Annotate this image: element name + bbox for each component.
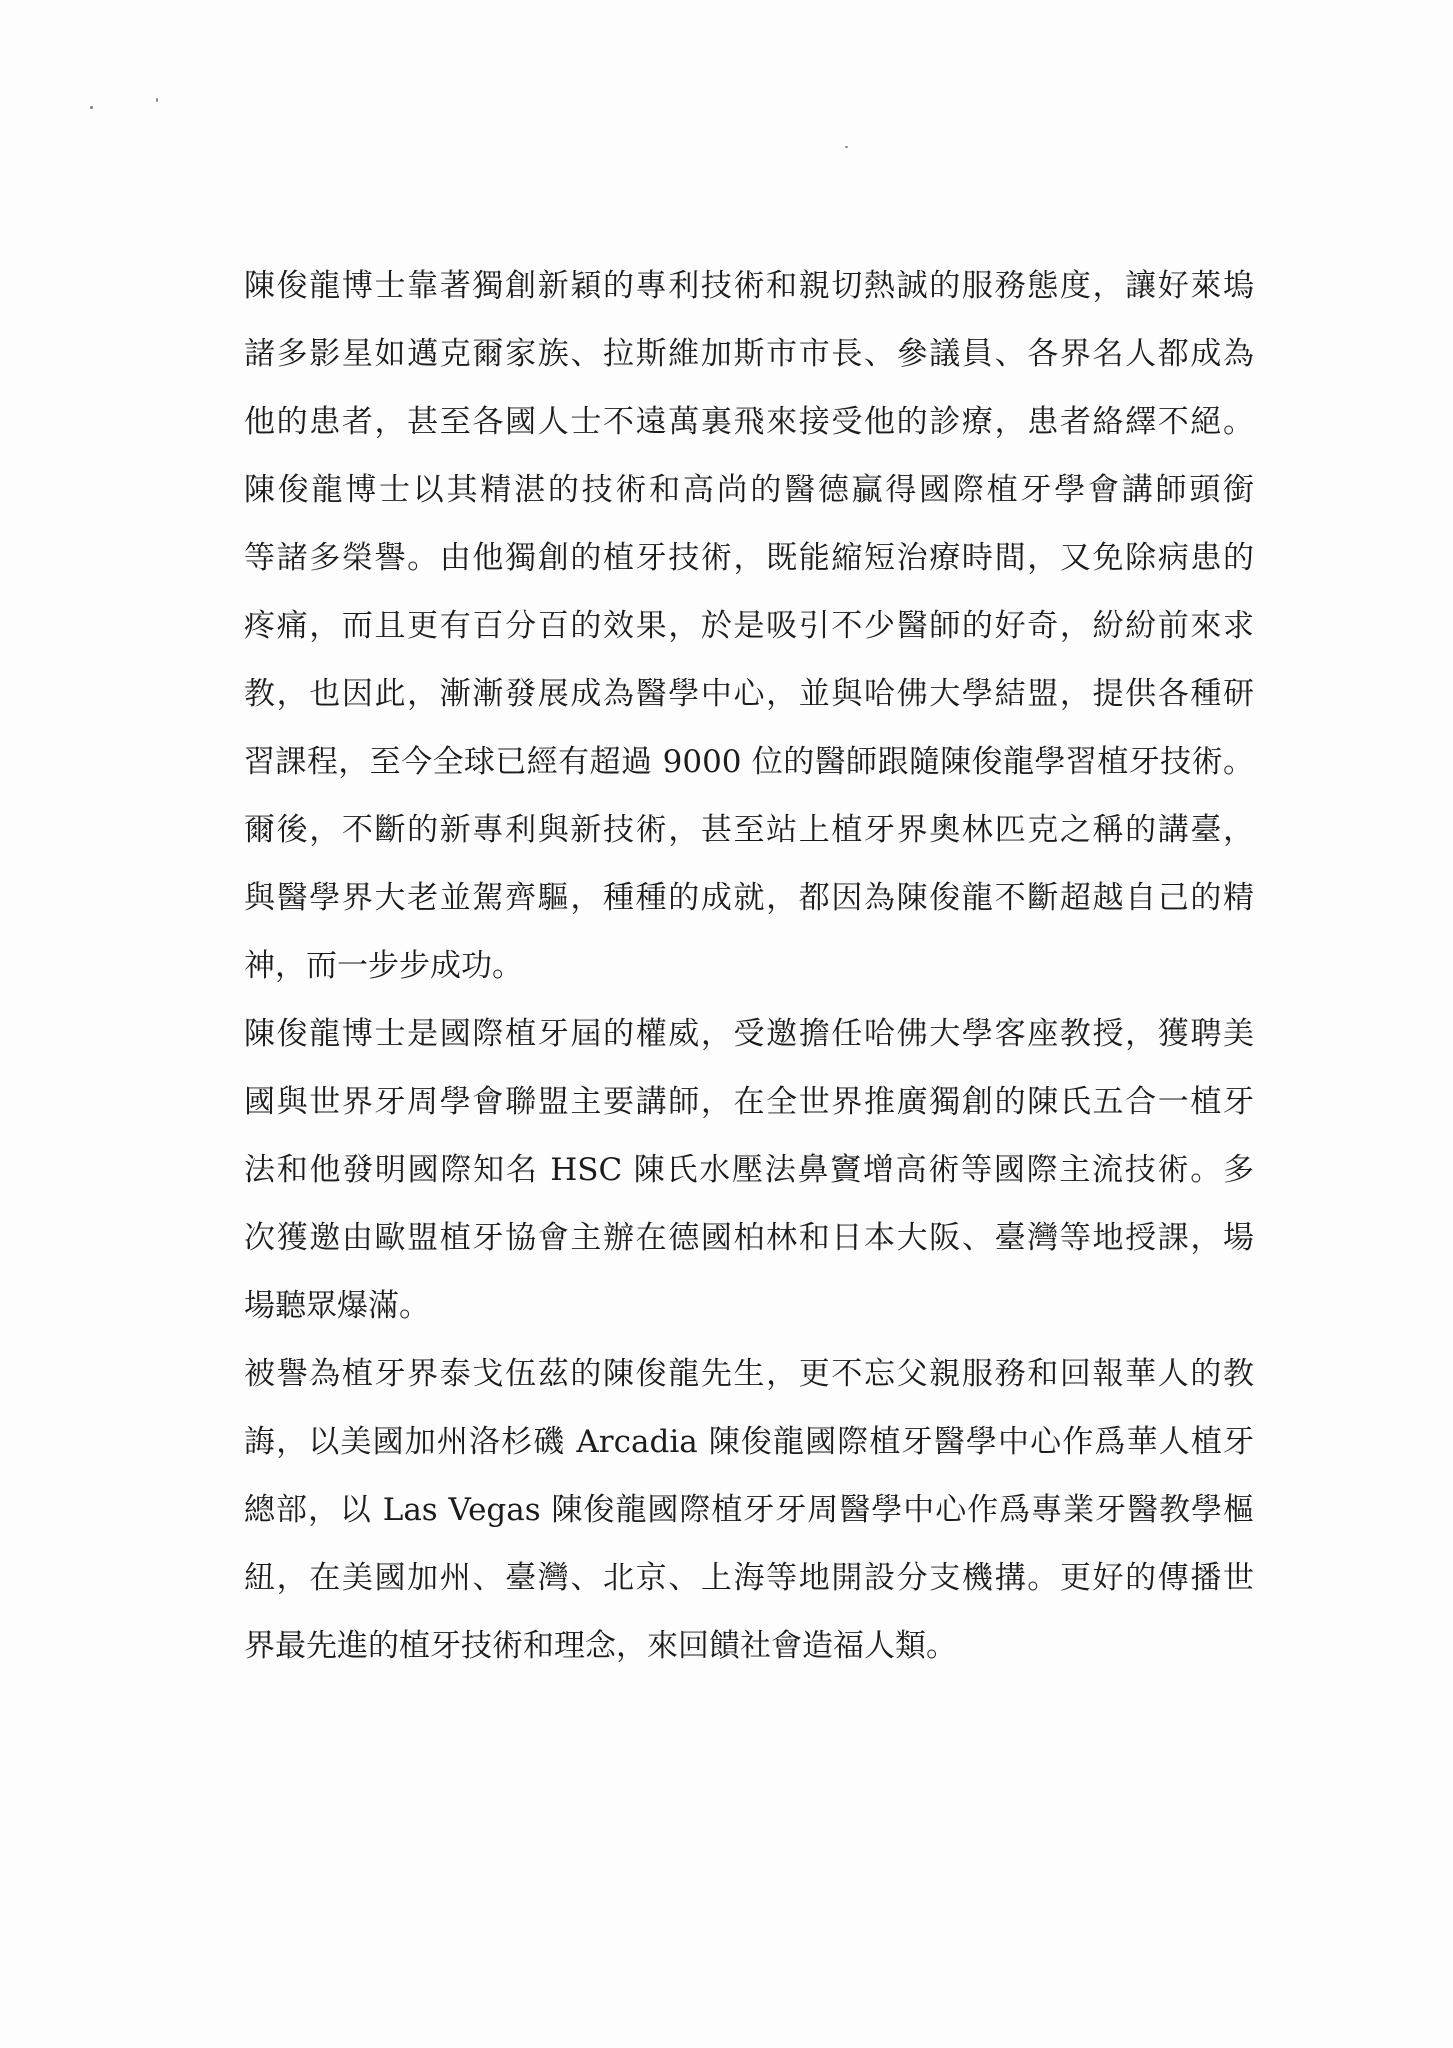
paragraph-3: [244, 1340, 1254, 1680]
text-line: 國與世界牙周學會聯盟主要講師，在全世界推廣獨創的陳氏五合一植牙: [244, 1084, 1254, 1120]
text-line: 習課程，至今全球已經有超過 9000 位的醫師跟隨陳俊龍學習植牙技術。: [244, 744, 1254, 780]
text-line: 諸多影星如邁克爾家族、拉斯維加斯市市長、參議員、各界名人都成為: [244, 336, 1254, 372]
scan-speck: [845, 146, 848, 148]
paragraph-1: [244, 252, 1254, 1000]
paragraph-2: [244, 1000, 1254, 1340]
text-line: 紐，在美國加州、臺灣、北京、上海等地開設分支機搆。更好的傳播世: [244, 1560, 1254, 1596]
text-line: 界最先進的植牙技術和理念，來回饋社會造福人類。: [244, 1628, 957, 1664]
text-line: 與醫學界大老並駕齊驅，種種的成就，都因為陳俊龍不斷超越自己的精: [244, 880, 1254, 916]
text-line: 他的患者，甚至各國人士不遠萬裏飛來接受他的診療，患者絡繹不絕。: [244, 404, 1254, 440]
text-line: 等諸多榮譽。由他獨創的植牙技術，既能縮短治療時間，又免除病患的: [244, 540, 1254, 576]
text-line: 教，也因此，漸漸發展成為醫學中心，並與哈佛大學結盟，提供各種研: [244, 676, 1254, 712]
text-line: 爾後，不斷的新專利與新技術，甚至站上植牙界奧林匹克之稱的講臺，: [244, 812, 1254, 848]
text-line: 被譽為植牙界泰戈伍茲的陳俊龍先生，更不忘父親服務和回報華人的教: [244, 1356, 1254, 1392]
scan-speck: [156, 98, 158, 102]
text-line: 場聽眾爆滿。: [244, 1288, 430, 1324]
scan-speck: [90, 106, 93, 109]
text-line: 陳俊龍博士是國際植牙屆的權威，受邀擔任哈佛大學客座教授，獲聘美: [244, 1016, 1254, 1052]
text-line: 陳俊龍博士以其精湛的技術和高尚的醫德贏得國際植牙學會講師頭銜: [244, 472, 1254, 508]
text-line: 神，而一步步成功。: [244, 948, 523, 984]
body-text: [244, 252, 1254, 1680]
text-line: 法和他發明國際知名 HSC 陳氏水壓法鼻竇增高術等國際主流技術。多: [244, 1152, 1254, 1188]
text-line: 陳俊龍博士靠著獨創新穎的專利技術和親切熱誠的服務態度，讓好萊塢: [244, 268, 1254, 304]
text-line: 誨，以美國加州洛杉磯 Arcadia 陳俊龍國際植牙醫學中心作爲華人植牙: [244, 1424, 1254, 1460]
text-line: 次獲邀由歐盟植牙協會主辦在德國柏林和日本大阪、臺灣等地授課，場: [244, 1220, 1254, 1256]
text-line: 總部，以 Las Vegas 陳俊龍國際植牙牙周醫學中心作爲專業牙醫教學樞: [244, 1492, 1254, 1528]
text-line: 疼痛，而且更有百分百的效果，於是吸引不少醫師的好奇，紛紛前來求: [244, 608, 1254, 644]
